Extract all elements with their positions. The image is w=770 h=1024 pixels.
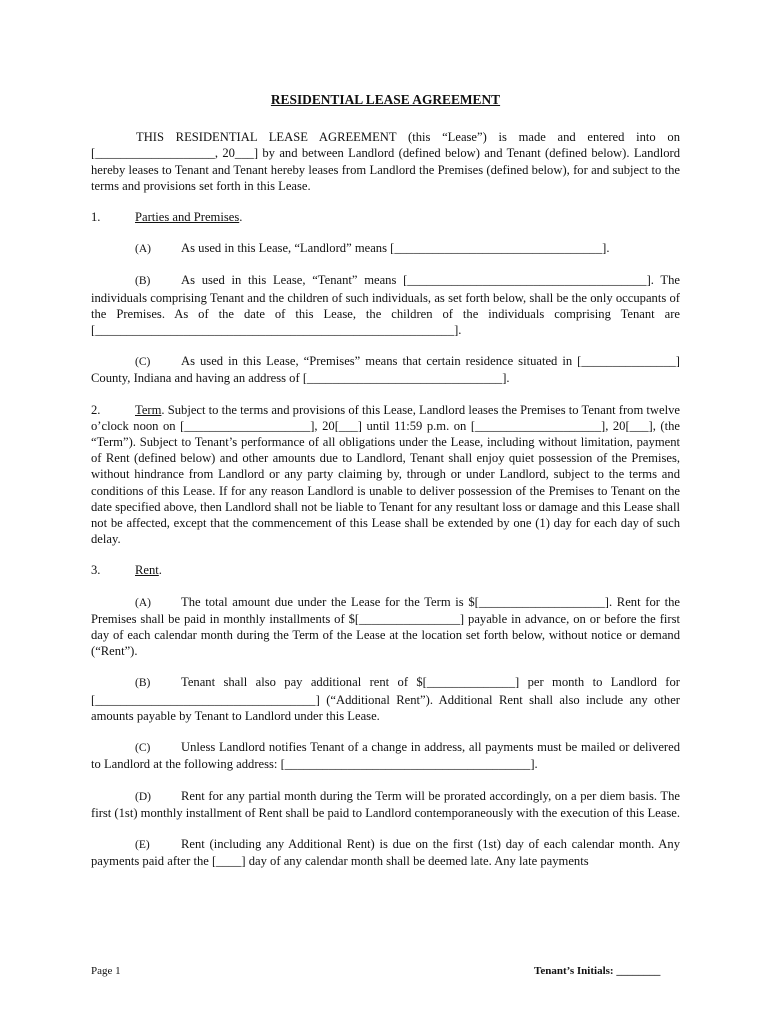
clause-letter: (A): [135, 243, 151, 256]
clause-letter: (E): [135, 838, 150, 851]
clause-1b: [91, 272, 680, 338]
section-2-paragraph: [91, 402, 680, 548]
clause-text: The total amount due under the Lease for the Term is $[____________________]. Rent for the Premises shall be paid in monthly installments of $[________________] payable in advance, on or before the first day of each calendar month during the Term of the Lease at the location set forth below, without notice or demand (“Rent”).: [91, 594, 680, 659]
clause-text: Rent for any partial month during the Term will be prorated accordingly, on a per diem basis. The first (1st) monthly installment of Rent shall be paid to Landlord contemporaneously with the execution of this Lease.: [91, 788, 680, 820]
clause-letter: (B): [135, 677, 151, 690]
section-number: 3.: [91, 563, 101, 578]
section-title: Parties and Premises: [135, 210, 240, 225]
clause-text: Rent (including any Additional Rent) is due on the first (1st) day of each calendar month. Any payments paid after the [____] day of any calendar month shall be deemed late. Any late payments: [91, 836, 680, 869]
clause-1a: [91, 240, 680, 257]
section-1-heading: [91, 209, 680, 225]
section-title: Rent: [135, 563, 159, 578]
clause-text: Tenant shall also pay additional rent of $[______________] per month to Landlord for [___________________________________] (“Additional Rent”). Additional Rent shall also include any other amounts payable by Tenant to Landlord under this Lease.: [91, 675, 680, 723]
intro-paragraph: THIS RESIDENTIAL LEASE AGREEMENT (this “Lease”) is made and entered into on [___________________, 20___] by and between Landlord (defined below) and Tenant (defined below). Landlord hereby leases to Tenant and Tenant hereby leases from Landlord the Premises (defined below), for and subject to the terms and provisions set forth in this Lease.: [91, 130, 680, 193]
section-number: 2.: [91, 402, 101, 417]
clause-text: As used in this Lease, “Tenant” means [______________________________________]. The individuals comprising Tenant and the children of such individuals, as set forth below, shall be the only occupants of the Premises. As of the date of this Lease, the children of the individuals comprising Tenant are [_________________________________________________________].: [91, 273, 680, 338]
tenant-initials: Tenant’s Initials: ________: [534, 965, 661, 977]
section-title-wrap: [135, 562, 162, 578]
clause-3c: [91, 739, 680, 772]
clause-letter: (A): [135, 596, 151, 609]
page-number: Page 1: [91, 965, 121, 977]
clause-text: As used in this Lease, “Landlord” means [_________________________________].: [181, 241, 610, 256]
clause-letter: (D): [135, 790, 151, 803]
clause-3a: [91, 594, 680, 660]
section-title-wrap: [135, 209, 242, 225]
section-3-heading: [91, 562, 680, 578]
document-title: RESIDENTIAL LEASE AGREEMENT: [270, 92, 501, 107]
clause-letter: (B): [135, 275, 151, 288]
clause-letter: (C): [135, 742, 151, 755]
clause-text: Unless Landlord notifies Tenant of a change in address, all payments must be mailed or delivered to Landlord at the following address: [_______________________________________].: [91, 740, 680, 772]
section-title-end: .: [158, 563, 162, 578]
clause-1c: [91, 353, 680, 386]
clause-3d: [91, 788, 680, 821]
section-title: Term: [135, 402, 162, 417]
section-title-end: .: [239, 210, 243, 225]
clause-3e: [91, 836, 680, 869]
section-text: . Subject to the terms and provisions of this Lease, Landlord leases the Premises to Tenant from twelve o’clock noon on [____________________], 20[___] until 11:59 p.m. on [____________________], 20[___], (the “Term”). Subject to Tenant’s performance of all obligations under the Lease, including without limitation, payment of Rent (defined below) and other amounts due to Landlord, Tenant shall enjoy quiet possession of the Premises, without hindrance from Landlord or any party claiming by, through or under Landlord, subject to the terms and conditions of this Lease. If for any reason Landlord is unable to deliver possession of the Premises to Tenant on the date specified above, then Landlord shall not be liable to Tenant for any resultant loss or damage and this Lease shall not be affected, except that the commencement of this Lease shall be extended by one (1) day for each day of such delay.: [91, 402, 680, 547]
clause-letter: (C): [135, 356, 151, 369]
clause-3b: [91, 674, 680, 724]
document-body: [91, 92, 680, 882]
clause-text: As used in this Lease, “Premises” means that certain residence situated in [_______________] County, Indiana and having an address of [_______________________________].: [91, 354, 680, 386]
section-number: 1.: [91, 210, 101, 225]
